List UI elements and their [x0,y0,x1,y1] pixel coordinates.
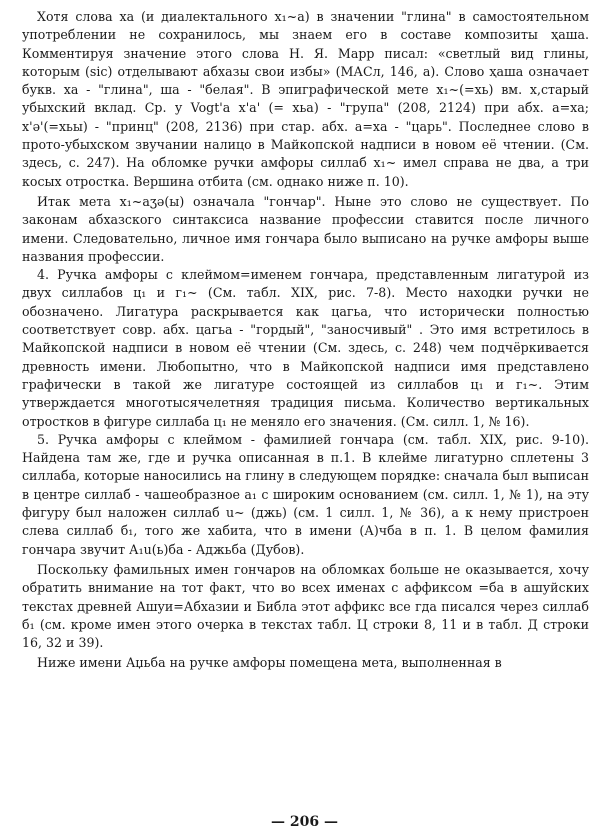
paragraph-4: 5. Ручка амфоры с клеймом - фамилией гончара (см. табл. XIX, рис. 9-10). Найдена там же, где и ручка описанная в п.1. В клейме лигатурно сплетены 3 силлаба, которые наносились на глину в следующем порядке: сначала был выписан в центре силлаб - чашеобразное а₁ с широким основанием (см. силл. 1, № 1), на эту фигуру был наложен силлаб u~ (джь) (см. 1 силл. 1, № 36), а к нему пристроен слева силлаб б₁, того же хабита, что в имени (А)чба в п. 1. В целом фамилия гончара звучит А₁u(ь)ба - Аджьба (Дубов). [22,431,589,557]
paragraph-5: Поскольку фамильных имен гончаров на обломках больше не оказывается, хочу обратить внимание на тот факт, что во всех именах с аффиксом =ба в ашуйских текстах древней Ашуи=Абхазии и Библа этот аффикс все гда писался через силлаб б₁ (см. кроме имен этого очерка в текстах табл. Ц строки 8, 11 и в табл. Д строки 16, 32 и 39). [22,561,589,651]
paragraph-3: 4. Ручка амфоры с клеймом=именем гончара, представленным лигатурой из двух силлабов ц₁ и г₁~ (См. табл. XIX, рис. 7-8). Место находки ручки не обозначено. Лигатура раскрывается как цагьа, что исторически полностью соответствует совр. абх. цагьа - "гордый", "заносчивый" . Это имя встретилось в Майкопской надписи в новом её чтении (См. здесь, с. 248) чем подчёркивается древность имени. Любопытно, что в Майкопской надписи имя представлено графически в такой же лигатуре состоящей из силлабов ц₁ и г₁~. Этим утверждается многотысячелетняя традиция письма. Количество вертикальных отростков в фигуре силлаба ц₁ не меняло его значения. (См. силл. 1, № 16). [22,267,589,429]
paragraph-6: Ниже имени Аџьба на ручке амфоры помещена мета, выполненная в [37,655,502,671]
paragraph-2: Итак мета х₁~аӡә(ы) означала "гончар". Ныне это слово не существует. По законам абхазского синтаксиса название профессии ставится после личного имени. Следовательно, личное имя гончара было выписано на ручке амфоры выше названия профессии. [22,193,589,264]
paragraph-1: Хотя слова ха (и диалектального х₁~а) в значении "глина" в самостоятельном употреблении не сохранилось, мы знаем его в составе композиты ҳаша. Комментируя значение этого слова Н. Я. Марр писал: «светлый вид глины, которым (sic) отделывают абхазы свои избы» (МАСл, 146, а). Слово ҳаша означает букв. ха - "глина", ша - "белая". В эпиграфической мете х₁~(=хь) вм. х,старый убыхский вклад. Ср. у Vogt'а x'a' (= хьа) - "група" (208, 2124) при абх. а=ха; x'ə'(=хьы) - "принц" (208, 2136) при стар. абх. а=ха - "царь". Последнее слово в прото-убыхском звучании налицо в Майкопской надписи в новом её чтении. (См. здесь, с. 247). На обломке ручки амфоры силлаб х₁~ имел справа не два, а три косых отростка. Вершина отбита (см. однако ниже п. 10). [22,9,589,189]
body-text [22,8,589,673]
page-number: — 206 — [271,814,338,830]
